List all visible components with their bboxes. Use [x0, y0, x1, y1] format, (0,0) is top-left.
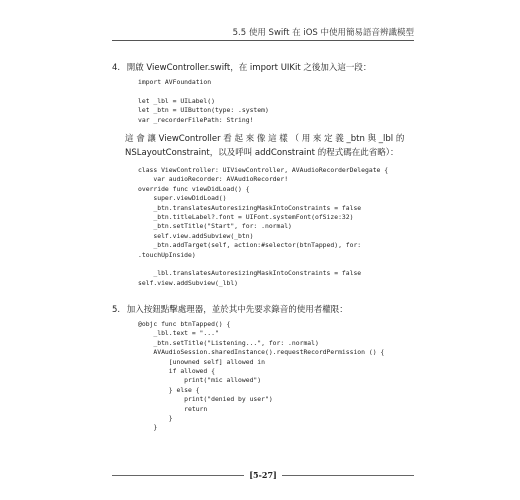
code-line: return — [138, 404, 208, 413]
paragraph-line-1: 這 會 讓 ViewController 看 起 來 像 這 樣 （ 用 來 定 義 _btn 與 _lbl 的 — [125, 134, 405, 144]
code-line: .touchUpInside) — [138, 250, 196, 259]
code-line: self.view.addSubview(_btn) — [138, 231, 254, 240]
step-4-number: 4. — [112, 63, 121, 73]
code-line: AVAudioSession.sharedInstance().requestRecordPermission () { — [138, 348, 385, 357]
code-block-viewcontroller — [138, 166, 388, 288]
code-block-btn-tapped — [138, 320, 384, 433]
code-line: _btn.setTitle("Listening...", for: .normal) — [138, 338, 319, 347]
code-line: class ViewController: UIViewController, AVAudioRecorderDelegate { — [138, 166, 389, 174]
code-line: _btn.translatesAutoresizingMaskIntoConstraints = false — [138, 203, 362, 212]
code-line: print("denied by user") — [138, 395, 273, 404]
header-rule — [112, 40, 414, 41]
code-line: @objc func btnTapped() { — [138, 320, 231, 328]
code-line: _btn.setTitle("Start", for: .normal) — [138, 222, 292, 231]
code-line: override func viewDidLoad() { — [138, 184, 250, 193]
code-line: if allowed { — [138, 366, 215, 375]
code-line: import AVFoundation — [138, 78, 212, 86]
explanation-paragraph — [125, 132, 415, 160]
step-4-text: 開啟 ViewController.swift，在 import UIKit 之後加入這一段： — [126, 63, 372, 73]
step-5 — [112, 303, 422, 315]
code-line: print("mic allowed") — [138, 376, 262, 385]
step-5-text: 加入按鈕點擊處理器，並於其中先要求錄音的使用者權限： — [126, 305, 348, 315]
code-line: var _recorderFilePath: String! — [138, 115, 254, 124]
running-header: 5.5 使用 Swift 在 iOS 中使用簡易語音辨識模型 — [232, 28, 414, 38]
code-line: super.viewDidLoad() — [138, 194, 227, 203]
code-line — [138, 87, 269, 96]
code-line: } — [138, 423, 158, 432]
footer-rule-right — [282, 475, 414, 476]
page-number-value: 5-27 — [252, 470, 274, 480]
code-line: _lbl.text = "..." — [138, 329, 219, 338]
page-number: [5-27] — [249, 470, 277, 480]
code-line: let _lbl = UILabel() — [138, 96, 215, 105]
step-5-number: 5. — [112, 305, 121, 315]
code-line: let _btn = UIButton(type: .system) — [138, 106, 269, 115]
step-4 — [112, 61, 422, 73]
code-line: self.view.addSubview(_lbl) — [138, 278, 239, 287]
code-line: var audioRecorder: AVAudioRecorder! — [138, 175, 289, 184]
code-line: } else { — [138, 385, 200, 394]
code-line: _lbl.translatesAutoresizingMaskIntoConstraints = false — [138, 269, 362, 278]
paragraph-line-2: NSLayoutConstraint，以及呼叫 addConstraint 的程式碼在此省略）： — [125, 148, 399, 158]
code-line: _btn.addTarget(self, action:#selector(btnTapped), for: — [138, 241, 362, 250]
code-line: [unowned self] allowed in — [138, 357, 265, 366]
code-block-imports — [138, 78, 269, 125]
code-line: _btn.titleLabel?.font = UIFont.systemFont(ofSize:32) — [138, 212, 354, 221]
code-line: } — [138, 413, 173, 422]
code-line — [138, 260, 388, 269]
